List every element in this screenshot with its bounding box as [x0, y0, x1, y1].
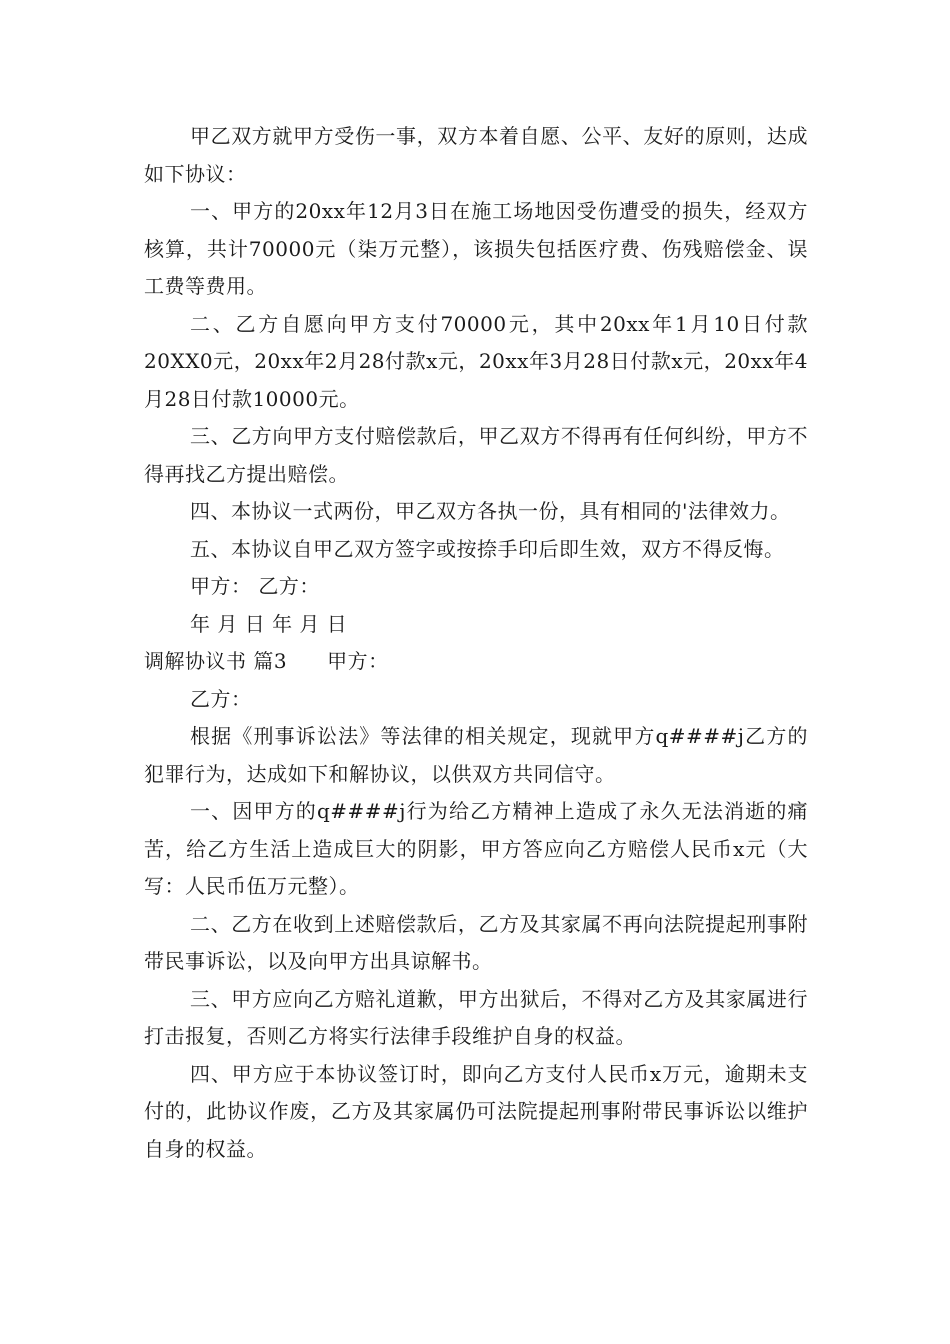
clause-1-paragraph: 一、甲方的20xx年12月3日在施工场地因受伤遭受的损失，经双方核算，共计70000元（柒万元整），该损失包括医疗费、伤残赔偿金、误工费等费用。 [144, 199, 808, 298]
section-party-a: 甲方： [327, 649, 389, 673]
section-heading-line [144, 643, 808, 681]
clause-4-paragraph: 四、本协议一式两份，甲乙双方各执一份，具有相同的'法律效力。 [190, 499, 791, 523]
section-title: 调解协议书 篇3 [144, 649, 288, 673]
section3-clause-1-paragraph: 一、因甲方的q####j行为给乙方精神上造成了永久无法消逝的痛苦，给乙方生活上造成巨大的阴影，甲方答应向乙方赔偿人民币x元（大写：人民币伍万元整）。 [144, 799, 808, 898]
date-line: 年 月 日 年 月 日 [190, 611, 348, 636]
document-body [144, 118, 808, 1168]
clause-3-paragraph: 三、乙方向甲方支付赔偿款后，甲乙双方不得再有任何纠纷，甲方不得再找乙方提出赔偿。 [144, 424, 808, 486]
section3-clause-2-paragraph: 二、乙方在收到上述赔偿款后，乙方及其家属不再向法院提起刑事附带民事诉讼，以及向甲方出具谅解书。 [144, 911, 808, 973]
clause-2-paragraph: 二、乙方自愿向甲方支付70000元，其中20xx年1月10日付款20XX0元，20xx年2月28付款x元，20xx年3月28日付款x元，20xx年4月28日付款10000元。 [144, 311, 808, 411]
clause-5-paragraph: 五、本协议自甲乙双方签字或按捺手印后即生效，双方不得反悔。 [190, 536, 785, 561]
section3-clause-3-paragraph: 三、甲方应向乙方赔礼道歉，甲方出狱后，不得对乙方及其家属进行打击报复，否则乙方将实行法律手段维护自身的权益。 [144, 986, 808, 1048]
party-b-line: 乙方： [190, 686, 252, 711]
section3-clause-4-paragraph: 四、甲方应于本协议签订时，即向乙方支付人民币x万元，逾期未支付的，此协议作废，乙方及其家属仍可法院提起刑事附带民事诉讼以维护自身的权益。 [144, 1061, 808, 1161]
intro-paragraph: 甲乙双方就甲方受伤一事，双方本着自愿、公平、友好的原则，达成如下协议： [144, 124, 808, 186]
preamble-paragraph: 根据《刑事诉讼法》等法律的相关规定，现就甲方q####j乙方的犯罪行为，达成如下和解协议，以供双方共同信守。 [144, 724, 808, 786]
signature-line: 甲方： 乙方： [190, 574, 320, 598]
